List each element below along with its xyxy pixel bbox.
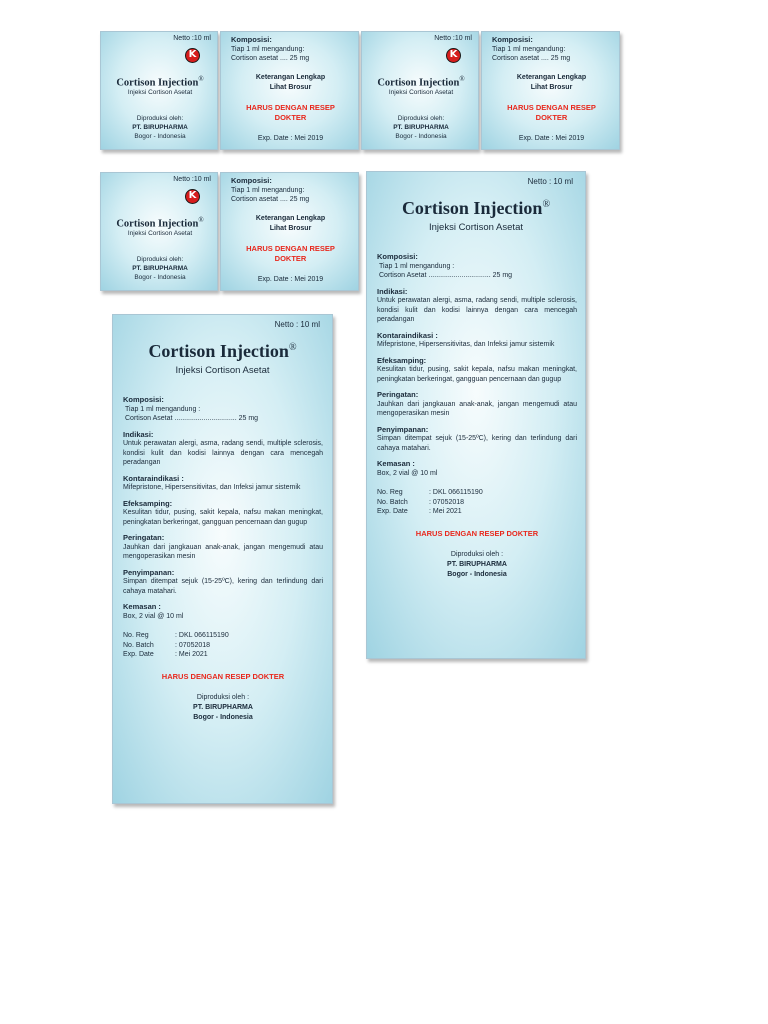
kemasan-heading: Kemasan : — [123, 602, 161, 611]
komposisi-line: Tiap 1 ml mengandung: — [231, 46, 305, 53]
label-body — [123, 395, 323, 723]
brochure-note: Keterangan Lengkap Lihat Brosur — [516, 74, 587, 91]
reg-key: No. Reg — [123, 632, 149, 639]
netto-text: Netto :10 ml — [434, 35, 472, 42]
prescription-warning: HARUS DENGAN RESEP DOKTER — [507, 103, 596, 122]
komposisi-line: Cortison Asetat ................................ 25 mg — [125, 415, 259, 422]
manufacturer-block: Diproduksi oleh: PT. BIRUPHARMA Bogor - Indonesia — [393, 115, 449, 140]
penyimpanan-heading: Penyimpanan: — [123, 567, 175, 577]
registration-block — [377, 488, 577, 517]
product-subtitle: Injeksi Cortison Asetat — [175, 365, 270, 376]
peringatan-text: Jauhkan dari jangkauan anak-anak, jangan mengemudi atau mengoperasikan mesin — [123, 543, 323, 560]
product-subtitle: Injeksi Cortison Asetat — [127, 89, 193, 96]
registration-block — [123, 631, 323, 660]
product-name: Cortison Injection® — [116, 216, 204, 230]
prescription-warning: HARUS DENGAN RESEP DOKTER — [161, 671, 285, 681]
kontraindikasi-heading: Kontaraindikasi : — [377, 330, 438, 340]
vial-label-right-panel — [220, 31, 359, 150]
product-name: Cortison Injection® — [116, 75, 204, 89]
reg-value: : DKL 066115190 — [175, 632, 229, 639]
kontraindikasi-text: Mifepristone, Hipersensitivitas, dan Infeksi jamur sistemik — [123, 484, 301, 491]
product-subtitle: Injeksi Cortison Asetat — [127, 230, 193, 237]
batch-key: No. Batch — [377, 498, 408, 506]
product-name: Cortison Injection® — [377, 75, 465, 89]
hard-drug-k-icon: K — [185, 189, 200, 204]
netto-text: Netto :10 ml — [173, 35, 211, 42]
manufacturer-block: Diproduksi oleh: PT. BIRUPHARMA Bogor - Indonesia — [132, 256, 188, 281]
box-label-1 — [366, 171, 586, 659]
manufacturer-block: Diproduksi oleh : PT. BIRUPHARMA Bogor - Indonesia — [193, 694, 253, 721]
peringatan-heading: Peringatan: — [377, 390, 419, 399]
kemasan-text: Box, 2 vial @ 10 ml — [377, 469, 438, 477]
netto-text: Netto :10 ml — [173, 176, 211, 183]
indikasi-text: Untuk perawatan alergi, asma, radang sendi, multiple sclerosis, kondisi kulit dan kodisi lainnya dengan cara mencegah peradangan — [377, 297, 577, 323]
komposisi-heading: Komposisi: — [123, 395, 164, 404]
prescription-warning: HARUS DENGAN RESEP DOKTER — [415, 528, 539, 538]
komposisi-line: Tiap 1 ml mengandung: — [492, 46, 566, 53]
product-title: Cortison Injection® — [148, 341, 297, 361]
efeksamping-heading: Efeksamping: — [377, 355, 427, 365]
komposisi-line: Cortison asetat .... 25 mg — [231, 196, 310, 203]
exp-value: : Mei 2021 — [429, 508, 462, 515]
batch-value: : 07052018 — [429, 498, 465, 506]
brochure-note: Keterangan Lengkap Lihat Brosur — [255, 215, 326, 232]
reg-key: No. Reg — [377, 489, 403, 496]
kontraindikasi-heading: Kontaraindikasi : — [123, 473, 184, 483]
hard-drug-k-icon: K — [446, 48, 461, 63]
hard-drug-k-icon: K — [185, 48, 200, 63]
efeksamping-heading: Efeksamping: — [123, 498, 173, 508]
vial-label-1 — [100, 31, 360, 150]
vial-label-left-panel — [100, 172, 218, 291]
komposisi-heading: Komposisi: — [377, 252, 418, 261]
komposisi-heading: Komposisi: — [231, 176, 272, 185]
kemasan-text: Box, 2 vial @ 10 ml — [123, 612, 184, 620]
vial-label-right-panel — [481, 31, 620, 150]
penyimpanan-heading: Penyimpanan: — [377, 424, 429, 434]
peringatan-text: Jauhkan dari jangkauan anak-anak, jangan mengemudi atau mengoperasikan mesin — [377, 400, 577, 417]
kemasan-heading: Kemasan : — [377, 459, 415, 468]
product-subtitle: Injeksi Cortison Asetat — [429, 222, 523, 233]
prescription-warning: HARUS DENGAN RESEP DOKTER — [246, 103, 335, 122]
batch-value: : 07052018 — [175, 641, 211, 649]
komposisi-line: Cortison asetat .... 25 mg — [231, 55, 310, 62]
komposisi-heading: Komposisi: — [231, 35, 272, 44]
product-subtitle: Injeksi Cortison Asetat — [388, 89, 454, 96]
vial-label-3 — [100, 172, 360, 291]
brochure-note: Keterangan Lengkap Lihat Brosur — [255, 74, 326, 91]
expiry-date: Exp. Date : Mei 2019 — [257, 135, 324, 142]
vial-label-right-panel — [220, 172, 359, 291]
vial-label-left-panel — [100, 31, 218, 150]
penyimpanan-text: Simpan ditempat sejuk (15-25ºC), kering dan terlindung dari cahaya matahari. — [377, 435, 577, 452]
peringatan-heading: Peringatan: — [123, 533, 165, 542]
netto-text: Netto : 10 ml — [274, 320, 320, 329]
exp-key: Exp. Date — [123, 651, 154, 658]
komposisi-line: Tiap 1 ml mengandung : — [125, 405, 201, 413]
vial-label-2 — [361, 31, 601, 150]
exp-key: Exp. Date — [377, 508, 408, 515]
indikasi-heading: Indikasi: — [377, 286, 408, 296]
prescription-warning: HARUS DENGAN RESEP DOKTER — [246, 244, 335, 263]
efeksamping-text: Kesulitan tidur, pusing, sakit kepala, nafsu makan meningkat, peningkatan berkeringat, gangguan pencernaan dan gugup — [377, 366, 577, 383]
kontraindikasi-text: Mifepristone, Hipersensitivitas, dan Infeksi jamur sistemik — [377, 341, 555, 348]
komposisi-line: Tiap 1 ml mengandung : — [379, 262, 455, 270]
komposisi-line: Cortison Asetat ................................ 25 mg — [379, 272, 513, 279]
efeksamping-text: Kesulitan tidur, pusing, sakit kepala, nafsu makan meningkat, peningkatan berkeringat, gangguan pencernaan dan gugup — [123, 509, 323, 526]
manufacturer-block: Diproduksi oleh: PT. BIRUPHARMA Bogor - Indonesia — [132, 115, 188, 140]
indikasi-heading: Indikasi: — [123, 429, 154, 439]
komposisi-line: Tiap 1 ml mengandung: — [231, 187, 305, 194]
manufacturer-block: Diproduksi oleh : PT. BIRUPHARMA Bogor - Indonesia — [447, 551, 507, 578]
komposisi-heading: Komposisi: — [492, 35, 533, 44]
indikasi-text: Untuk perawatan alergi, asma, radang sendi, multiple sclerosis, kondisi kulit dan kodisi lainnya dengan cara mencegah peradangan — [123, 440, 323, 466]
komposisi-line: Cortison asetat .... 25 mg — [492, 55, 571, 62]
box-label-2 — [112, 314, 333, 804]
expiry-date: Exp. Date : Mei 2019 — [257, 276, 324, 283]
penyimpanan-text: Simpan ditempat sejuk (15-25ºC), kering dan terlindung dari cahaya matahari. — [123, 578, 323, 595]
vial-label-left-panel — [361, 31, 479, 150]
label-body — [377, 252, 577, 580]
netto-text: Netto : 10 ml — [527, 177, 573, 186]
expiry-date: Exp. Date : Mei 2019 — [518, 135, 585, 142]
product-title: Cortison Injection® — [401, 198, 551, 218]
batch-key: No. Batch — [123, 641, 154, 649]
exp-value: : Mei 2021 — [175, 651, 208, 658]
reg-value: : DKL 066115190 — [429, 489, 483, 496]
